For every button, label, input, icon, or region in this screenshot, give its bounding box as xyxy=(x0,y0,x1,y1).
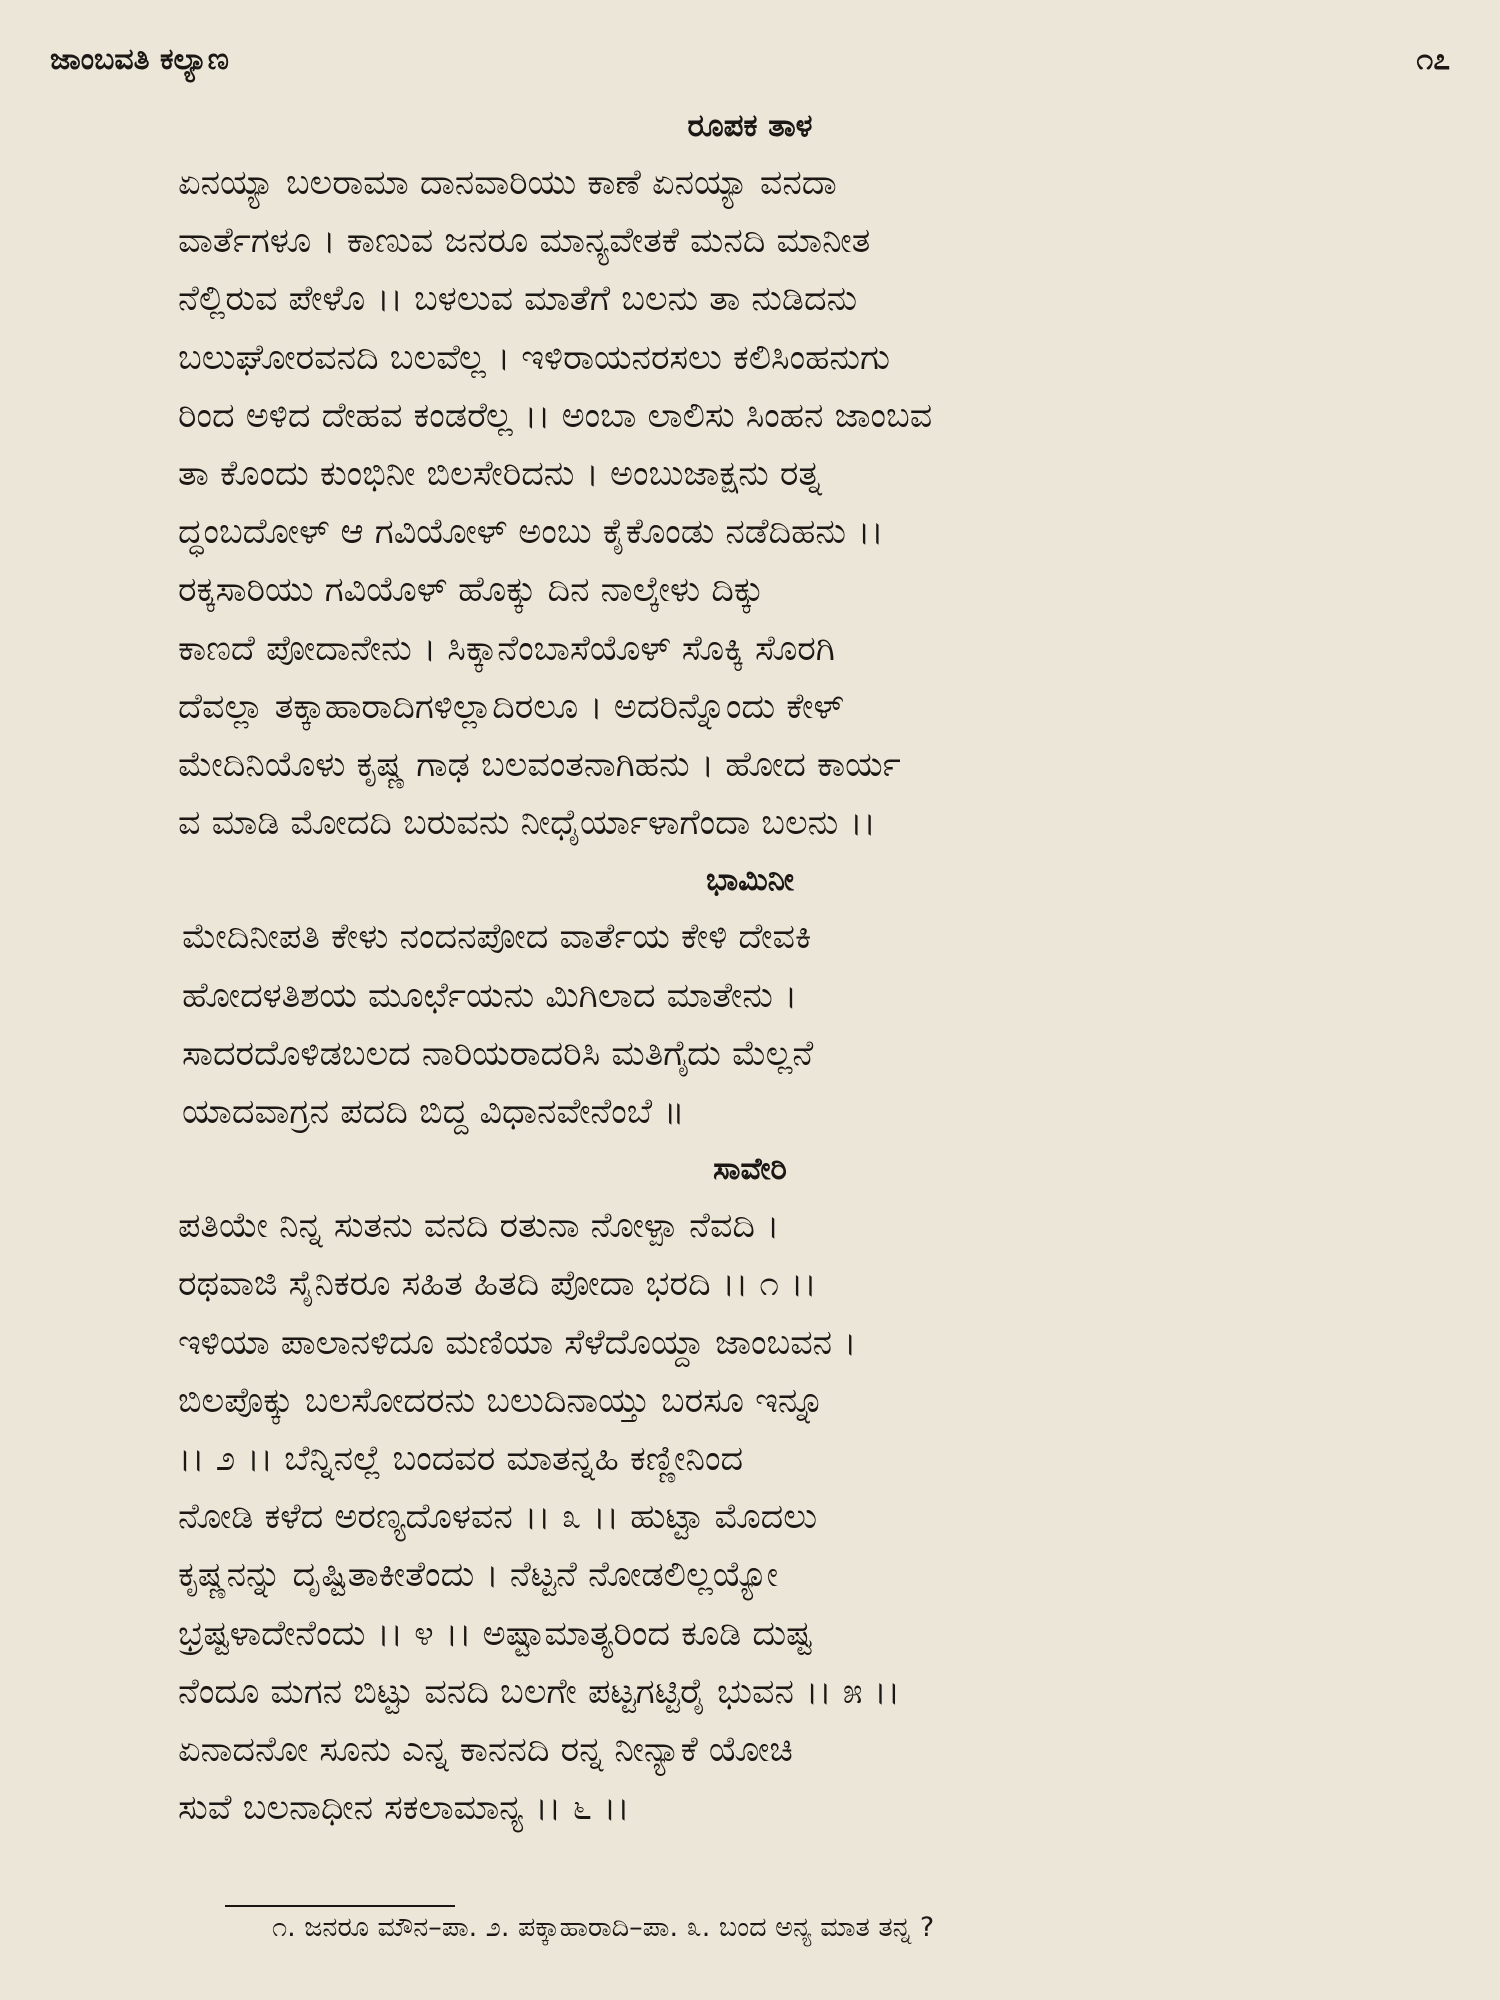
section-saveri xyxy=(50,1141,1450,1837)
running-head xyxy=(50,42,1450,98)
section-heading: ಸಾವೇರಿ xyxy=(713,1151,787,1188)
verse-line: ತಾ ಕೊಂದು ಕುಂಭಿನೀ ಬಿಲಸೇರಿದನು । ಅಂಬುಜಾಕ್ಷನು ರತ್ನ xyxy=(178,454,822,495)
verse-line: ಬಲುಘೋರವನದಿ ಬಲವೆಲ್ಲ । ಇಳಿರಾಯನರಸಲು ಕಲಿಸಿಂಹನುಗು xyxy=(178,337,891,378)
verse-line: ಇಳಿಯಾ ಪಾಲಾನಳಿದೂ ಮಣಿಯಾ ಸೆಳೆದೊಯ್ದಾ ಜಾಂಬವನ । xyxy=(178,1322,857,1363)
verse-line: ।। ೨ ।। ಬೆನ್ನಿನಲ್ಲೆ ಬಂದವರ ಮಾತನ್ನಹಿ ಕಣ್ಣೀನಿಂದ xyxy=(178,1439,744,1480)
running-head-title: ಜಾಂಬವತಿ ಕಲ್ಯಾಣ xyxy=(50,42,229,77)
verse-line: ಸಾದರದೊಳಿಡಬಲದ ನಾರಿಯರಾದರಿಸಿ ಮತಿಗೈದು ಮೆಲ್ಲನೆ xyxy=(182,1033,814,1074)
verse-line: ವ ಮಾಡಿ ಮೋದದಿ ಬರುವನು ನೀಧೈರ್ಯಾಳಾಗೆಂದಾ ಬಲನು ।। xyxy=(178,803,876,844)
section-heading: ಭಾಮಿನೀ xyxy=(706,862,794,899)
verse-line: ನೆಂದೂ ಮಗನ ಬಿಟ್ಟು ವನದಿ ಬಲಗೇ ಪಟ್ಟಗಟ್ಟಿರೈ ಭುವನ ।। ೫ ।। xyxy=(178,1671,901,1712)
verse-line: ಮೇದಿನಿಯೊಳು ಕೃಷ್ಣ ಗಾಢ ಬಲವಂತನಾಗಿಹನು । ಹೋದ ಕಾರ್ಯ xyxy=(178,745,901,786)
verse-line: ದೆವಲ್ಲಾ ತಕ್ಕಾಹಾರಾದಿಗಳಿಲ್ಲಾದಿರಲೂ । ಅದರಿನ್ನೊಂದು ಕೇಳ್ xyxy=(178,686,844,727)
section-rupaka-tala xyxy=(50,98,1450,852)
verse-line: ಏನಯ್ಯಾ ಬಲರಾಮಾ ದಾನವಾರಿಯು ಕಾಣೆ ಏನಯ್ಯಾ ವನದಾ xyxy=(178,163,837,203)
verse-line: ರಕ್ಕಸಾರಿಯು ಗವಿಯೊಳ್ ಹೊಕ್ಕು ದಿನ ನಾಲ್ಕೇಳು ದಿಕ್ಕು xyxy=(178,570,765,611)
footnote: ೧. ಜನರೂ ಮೌನ–ಪಾ. ೨. ಪಕ್ಕಾಹಾರಾದಿ–ಪಾ. ೩. ಬಂದ ಅನ್ಯ ಮಾತ ತನ್ನ ? xyxy=(272,1912,935,1943)
verse-line: ಹೋದಳತಿಶಯ ಮೂರ್ಛೆಯನು ಮಿಗಿಲಾದ ಮಾತೇನು । xyxy=(182,975,798,1016)
verse-line: ಭ್ರಷ್ಟಳಾದೇನೆಂದು ।। ೪ ।। ಅಷ್ಟಾಮಾತ್ಯರಿಂದ ಕೂಡಿ ದುಷ್ಟ xyxy=(178,1613,813,1654)
verse-line: ರಿಂದ ಅಳಿದ ದೇಹವ ಕಂಡರೆಲ್ಲ ।। ಅಂಬಾ ಲಾಲಿಸು ಸಿಂಹನ ಜಾಂಬವ xyxy=(178,395,933,436)
verse-line: ಪತಿಯೇ ನಿನ್ನ ಸುತನು ವನದಿ ರತುನಾ ನೋಳ್ಪಾ ನೆವದಿ । xyxy=(178,1206,780,1247)
page-number: ೧೭ xyxy=(1416,42,1450,77)
verse-line: ನೆಲ್ಲಿರುವ ಪೇಳೊ ।। ಬಳಲುವ ಮಾತೆಗೆ ಬಲನು ತಾ ನುಡಿದನು xyxy=(178,279,858,320)
verse-line: ದ್ಧಂಬದೋಳ್ ಆ ಗವಿಯೋಳ್ ಅಂಬು ಕೈಕೊಂಡು ನಡೆದಿಹನು ।। xyxy=(178,512,884,553)
verse-line: ವಾರ್ತೆಗಳೂ । ಕಾಣುವ ಜನರೂ ಮಾನ್ಯವೇತಕೆ ಮನದಿ ಮಾನೀತ xyxy=(178,221,871,262)
verse-line: ನೋಡಿ ಕಳೆದ ಅರಣ್ಯದೊಳವನ ।। ೩ ।। ಹುಟ್ಟಾ ಮೊದಲು xyxy=(178,1497,818,1538)
section-heading: ರೂಪಕ ತಾಳ xyxy=(687,108,813,144)
footnote-rule xyxy=(225,1905,455,1907)
verse-line: ಕೃಷ್ಣನನ್ನು ದೃಷ್ಟಿತಾಕೀತೆಂದು । ನೆಟ್ಟನೆ ನೋಡಲಿಲ್ಲಯ್ಯೋ xyxy=(178,1555,779,1596)
verse-line: ಯಾದವಾಗ್ರನ ಪದದಿ ಬಿದ್ದ ವಿಧಾನವೇನೆಂಬೆ ॥ xyxy=(182,1092,685,1133)
verse-line: ಸುವೆ ಬಲನಾಧೀನ ಸಕಲಾಮಾನ್ಯ ।। ೬ ।। xyxy=(178,1788,630,1829)
verse-line: ಬಿಲಪೊಕ್ಕು ಬಲಸೋದರನು ಬಲುದಿನಾಯ್ತು ಬರಸೂ ಇನ್ನೂ xyxy=(178,1380,825,1421)
verse-line: ಕಾಣದೆ ಪೋದಾನೇನು । ಸಿಕ್ಕಾನೆಂಬಾಸೆಯೊಳ್ ಸೊಕ್ಕಿ ಸೊರಗಿ xyxy=(178,628,835,669)
verse-line: ಏನಾದನೋ ಸೂನು ಎನ್ನ ಕಾನನದಿ ರನ್ನ ನೀನ್ಯಾಕೆ ಯೋಚಿ xyxy=(178,1730,793,1771)
verse-line: ಮೇದಿನೀಪತಿ ಕೇಳು ನಂದನಪೋದ ವಾರ್ತೆಯ ಕೇಳಿ ದೇವಕಿ xyxy=(182,917,812,958)
verse-line: ರಥವಾಜಿ ಸೈನಿಕರೂ ಸಹಿತ ಹಿತದಿ ಪೋದಾ ಭರದಿ ।। ೧ ।। xyxy=(178,1264,817,1305)
section-bhamini xyxy=(50,852,1450,1141)
